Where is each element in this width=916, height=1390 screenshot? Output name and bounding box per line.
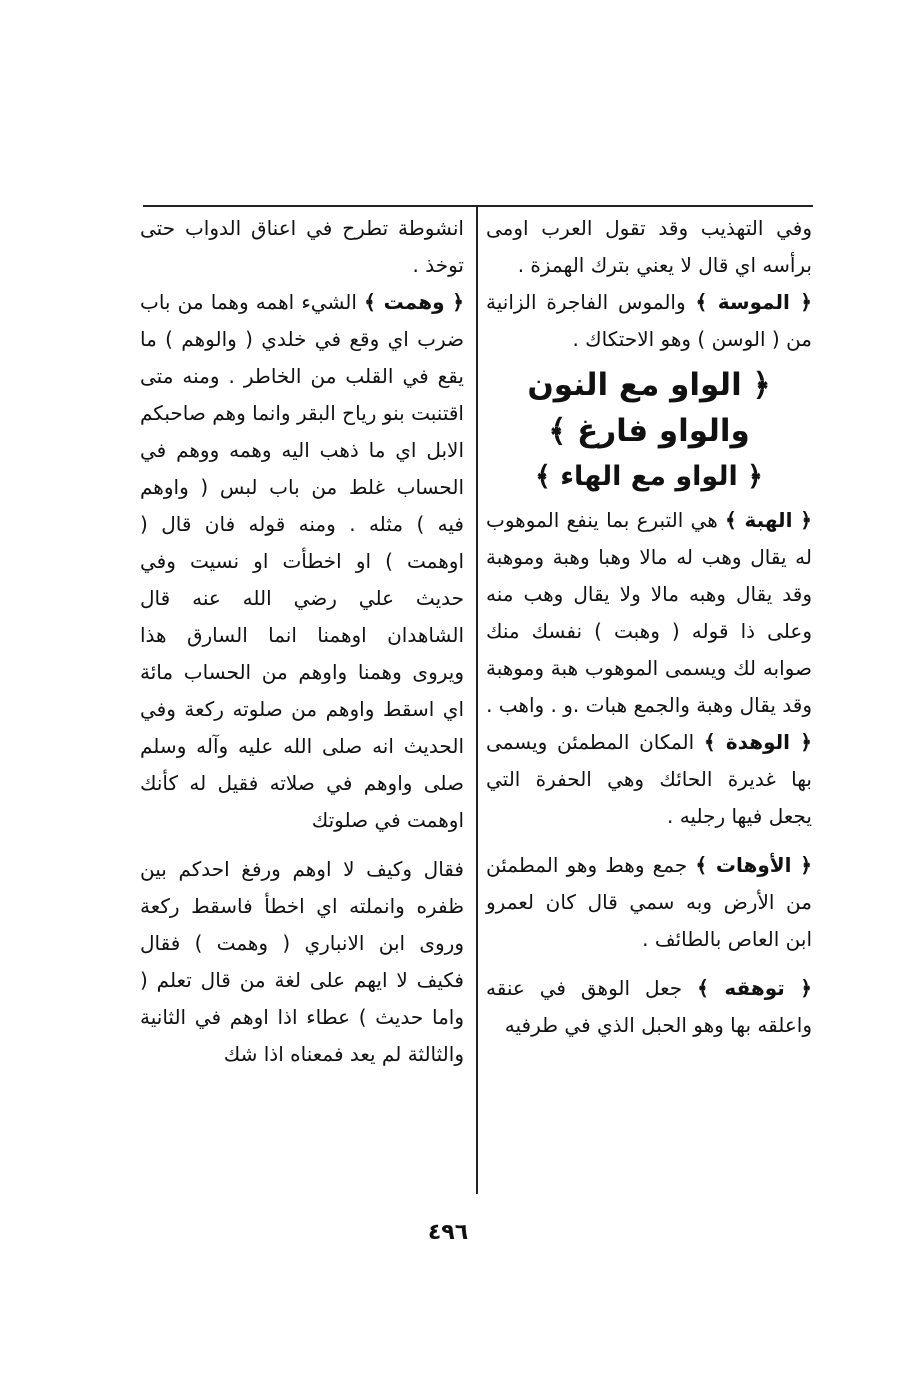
entry-almawsa <box>486 284 812 358</box>
paragraph-text: وفي التهذيب وقد تقول العرب اومى برأسه اي قال لا يعني بترك الهمزة . <box>486 216 812 277</box>
entry-heading: ﴿ الوهدة ﴾ <box>703 730 812 754</box>
entry-text: هي التبرع بما ينفع الموهوب له يقال وهب له مالا وهبا وهبة وموهبة وقد يقال وهبه مالا ولا يقال وهب منه وعلى ذا قوله ( وهبت ) نفسك منك صوابه لك ويسمى الموهوب هبة وموهبة وقد يقال وهبة والجمع هبات .و . واهب . <box>486 508 812 717</box>
entry-text: الشيء اهمه وهما من باب ضرب اي وقع في خلدي ( والوهم ) ما يقع في القلب من الخاطر . ومنه متى اقتنبت بنو رياح البقر وانما وهم صاحبكم الابل اي ما ذهب اليه وهمه ووهم في الحساب غلط من باب لبس ( واوهم فيه ) مثله . ومنه قوله فان قال ( اوهمت ) او اخطأت او نسيت وفي حديث علي رضي الله عنه قال الشاهدان اوهمنا انما السارق هذا ويروى وهمنا واوهم من الحساب مائة اي اسقط واوهم من صلوته ركعة وفي الحديث انه صلى الله عليه وآله وسلم صلى واوهم في صلاته فقيل له كأنك اوهمت في صلوتك <box>140 290 464 832</box>
paragraph <box>486 210 812 284</box>
entry-text: والموس الفاجرة الزانية من ( الوسن ) وهو الاحتكاك . <box>486 290 812 351</box>
page-number: ٤٩٦ <box>427 1220 469 1245</box>
paragraph <box>140 851 464 1073</box>
paragraph <box>140 210 464 284</box>
entry-heading: ﴿ وهمت ﴾ <box>364 290 465 314</box>
section-subtitle: ﴿ الواو مع الهاء ﴾ <box>535 461 763 492</box>
entry-heading: ﴿ توهقه ﴾ <box>697 976 812 1000</box>
entry-wahamtu <box>140 284 464 839</box>
entry-alhiba <box>486 502 812 724</box>
entry-text: جمع وهط وهو المطمئن من الأرض وبه سمي قال كان لعمرو ابن العاص بالطائف . <box>486 853 812 951</box>
top-rule <box>143 205 813 207</box>
entry-heading: ﴿ الأوهات ﴾ <box>695 853 812 877</box>
paragraph-gap <box>140 839 464 851</box>
column-divider <box>476 206 478 1194</box>
entry-text: المكان المطمئن ويسمى بها غديرة الحائك وهي الحفرة التي يجعل فيها رجليه . <box>486 730 812 828</box>
entry-tawahhaqahu <box>486 970 812 1044</box>
left-column <box>140 210 464 1073</box>
right-column <box>486 210 812 1044</box>
entry-alawhat <box>486 847 812 958</box>
paragraph-gap <box>486 958 812 970</box>
paragraph-text: فقال وكيف لا اوهم ورفغ احدكم بين ظفره وانملته اي اخطأ فاسقط ركعة وروى ابن الانباري ( وهمت ) فقال فكيف لا ايهم على لغة من قال تعلم ( واما حديث ) عطاء اذا اوهم في الثانية والثالثة لم يعد فمعناه اذا شك <box>140 857 464 1066</box>
paragraph-text: انشوطة تطرح في اعناق الدواب حتى توخذ . <box>140 216 464 277</box>
entry-alwahda <box>486 724 812 835</box>
section-title: ﴿ الواو مع النون والواو فارغ ﴾ <box>527 367 771 449</box>
entry-heading: ﴿ الهبة ﴾ <box>724 508 812 532</box>
paragraph-gap <box>486 835 812 847</box>
entry-text: جعل الوهق في عنقه واعلقه بها وهو الحبل الذي في طرفيه <box>486 976 812 1037</box>
entry-heading: ﴿ الموسة ﴾ <box>695 290 812 314</box>
